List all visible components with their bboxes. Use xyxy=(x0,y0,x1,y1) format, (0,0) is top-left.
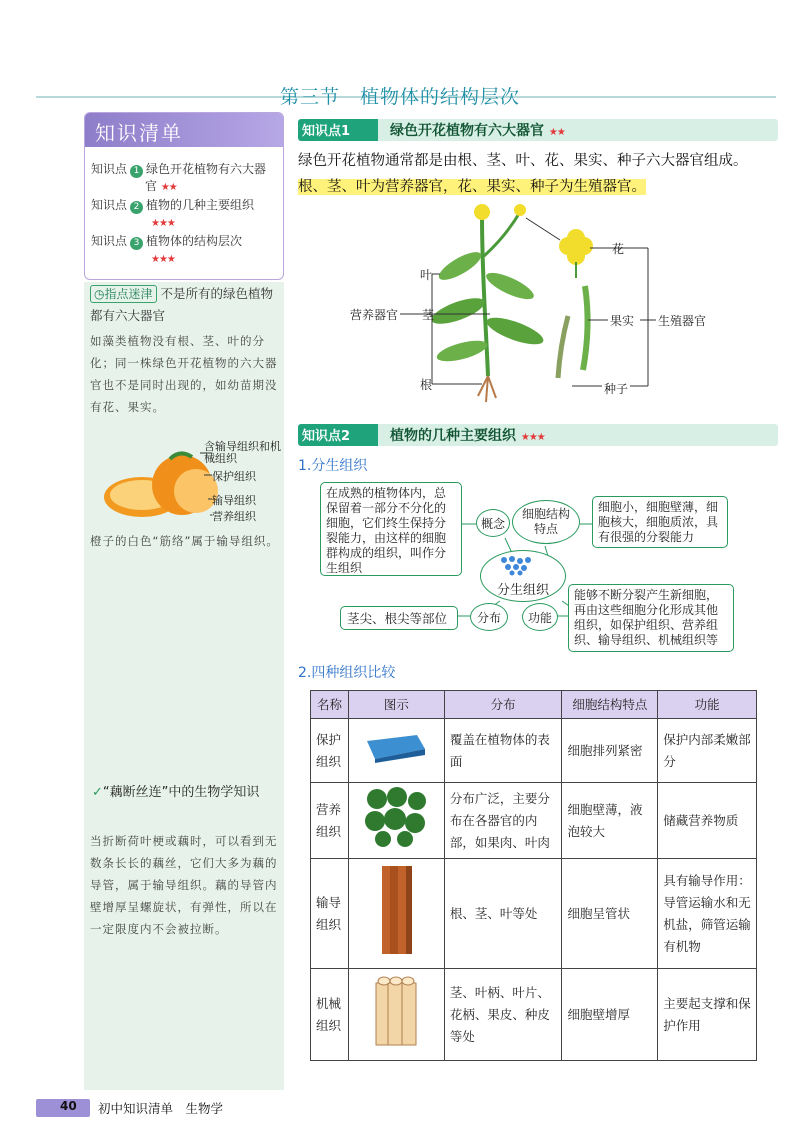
subsection-meristem: 1.分生组织 xyxy=(298,458,368,474)
table-row xyxy=(311,719,757,783)
nutrient-tissue-image xyxy=(363,787,429,847)
column-header: 分布 xyxy=(444,691,562,719)
orange-label-vessel: 含输导组织和机械组织 xyxy=(204,440,281,465)
plant-root xyxy=(478,376,496,402)
plant-flower xyxy=(474,204,490,220)
check-icon: ✓ xyxy=(92,785,103,800)
item-text: 植物体的结构层次 xyxy=(146,234,243,248)
flower-detail xyxy=(559,229,593,278)
plant-leaf xyxy=(435,337,489,366)
tissue-function: 主要起支撑和保护作用 xyxy=(658,969,757,1061)
kp1-title-text: 绿色开花植物有六大器官 xyxy=(390,123,544,139)
label-root: 根 xyxy=(420,378,433,392)
star-rating: ★★★ xyxy=(151,254,175,265)
tissue-distribution: 茎、叶柄、叶片、花柄、果皮、种皮等处 xyxy=(444,969,562,1061)
feature-node: 细胞结构特点 xyxy=(512,500,580,544)
kp2-title xyxy=(390,425,545,445)
kp1-header xyxy=(298,119,778,141)
plant-stem xyxy=(482,216,488,376)
orange-label-protect: 保护组织 xyxy=(212,470,256,483)
item-text: 绿色开花植物有六大器 xyxy=(146,162,267,176)
item-text-cont: 官 xyxy=(145,179,158,193)
meristem-cells-icon xyxy=(498,554,538,576)
plant-flower xyxy=(514,204,526,216)
tip-tag xyxy=(90,285,157,303)
tissue-cell-features: 细胞呈管状 xyxy=(562,859,658,969)
table-row xyxy=(311,969,757,1061)
subsection-comparison: 2.四种组织比较 xyxy=(298,665,396,681)
tissue-name: 保护组织 xyxy=(311,719,349,783)
book-title: 初中知识清单 生物学 xyxy=(98,1101,224,1116)
distribution-node: 分布 xyxy=(470,603,508,631)
orange-label-conduct: 输导组织 xyxy=(212,494,256,507)
open-pod xyxy=(558,316,568,378)
star-rating: ★★ xyxy=(548,127,565,138)
plant-leaf xyxy=(429,293,488,329)
plant-branch xyxy=(484,212,520,256)
tip-tag-label: 指点迷津 xyxy=(104,287,153,301)
tissue-cell-features: 细胞壁薄，液泡较大 xyxy=(562,783,658,859)
column-header: 图示 xyxy=(348,691,444,719)
tissue-distribution: 覆盖在植物体的表面 xyxy=(444,719,562,783)
distribution-box: 茎尖、根尖等部位 xyxy=(340,606,458,630)
star-rating: ★★★ xyxy=(520,432,545,443)
concept-node: 概念 xyxy=(476,509,510,537)
item-text: 植物的几种主要组织 xyxy=(146,198,255,212)
knowledge-list-box xyxy=(84,112,284,280)
page-title: 第三节 植物体的结构层次 xyxy=(279,86,520,108)
star-rating: ★★★ xyxy=(151,218,175,229)
tissue-image-cell xyxy=(348,719,444,783)
conducting-tissue-image xyxy=(376,862,416,958)
tip-body: 如藻类植物没有根、茎、叶的分化；同一株绿色开花植物的六大器官也不是同时出现的，如幼苗期没有花、果实。 xyxy=(90,334,278,414)
tissue-name: 机械组织 xyxy=(311,969,349,1061)
function-box: 能够不断分裂产生新细胞，再由这些细胞分化形成其他组织，如保护组织、营养组织、输导组织、机械组织等 xyxy=(568,584,734,652)
lotus-title-text: “藕断丝连”中的生物学知识 xyxy=(102,785,260,800)
plant-leaf xyxy=(435,247,485,285)
kp2-header xyxy=(298,424,778,446)
column-header: 名称 xyxy=(311,691,349,719)
item-number: 1 xyxy=(130,165,143,178)
kp2-tag: 知识点2 xyxy=(302,429,351,444)
feature-box: 细胞小，细胞壁薄，细胞核大，细胞质浓，具有很强的分裂能力 xyxy=(592,496,728,548)
leader-line xyxy=(526,218,560,240)
label-flower: 花 xyxy=(612,242,625,256)
label-reproductive-organs: 生殖器官 xyxy=(658,314,707,328)
lightbulb-icon: ◷ xyxy=(94,287,105,301)
kp1-line2-highlight: 根、茎、叶为营养器官，花、果实、种子为生殖器官。 xyxy=(298,179,646,195)
kp1-line1: 绿色开花植物通常都是由根、茎、叶、花、果实、种子六大器官组成。 xyxy=(298,153,748,169)
tip-lead xyxy=(90,283,280,327)
tissue-function: 具有输导作用：导管运输水和无机盐，筛管运输有机物 xyxy=(658,859,757,969)
label-seed: 种子 xyxy=(604,382,629,396)
label-fruit: 果实 xyxy=(610,314,635,328)
tip-lead-text: 不是所有的绿色植物都有六大器官 xyxy=(90,286,274,323)
lotus-title xyxy=(92,782,282,804)
center-label: 分生组织 xyxy=(496,583,549,598)
tissue-name: 输导组织 xyxy=(311,859,349,969)
knowledge-list-title: 知识清单 xyxy=(85,113,283,147)
page-number: 40 xyxy=(60,1099,77,1113)
lotus-body: 当折断荷叶梗或藕时，可以看到无数条长长的藕丝，它们大多为藕的导管，属于输导组织。藕的导管内壁增厚呈螺旋状，有弹性，所以在一定限度内不会被拉断。 xyxy=(90,834,278,936)
item-prefix: 知识点 xyxy=(91,162,128,176)
table-row xyxy=(311,859,757,969)
tissue-cell-features: 细胞壁增厚 xyxy=(562,969,658,1061)
label-leaf: 叶 xyxy=(420,268,433,282)
orange-label-nutrient: 营养组织 xyxy=(212,510,256,523)
tissue-image-cell xyxy=(348,969,444,1061)
label-vegetative-organs: 营养器官 xyxy=(350,308,399,322)
tissue-image-cell xyxy=(348,859,444,969)
tissue-image-cell xyxy=(348,783,444,859)
knowledge-list-item[interactable] xyxy=(91,197,281,232)
tissue-comparison-table xyxy=(310,690,757,1061)
kp1-tag: 知识点1 xyxy=(302,124,351,139)
mechanical-tissue-image xyxy=(372,973,420,1049)
table-header-row xyxy=(311,691,757,719)
item-number: 3 xyxy=(130,237,143,250)
kp1-title xyxy=(390,120,565,140)
tissue-distribution: 根、茎、叶等处 xyxy=(444,859,562,969)
item-prefix: 知识点 xyxy=(91,198,128,212)
column-header: 功能 xyxy=(658,691,757,719)
star-rating: ★★ xyxy=(160,182,177,193)
tissue-function: 保护内部柔嫩部分 xyxy=(658,719,757,783)
knowledge-list-item[interactable] xyxy=(91,233,281,268)
plant-diagram xyxy=(350,196,770,412)
concept-box: 在成熟的植物体内，总保留着一部分不分化的细胞，它们终生保持分裂能力，由这样的细胞群构成的组织，叫作分生组织 xyxy=(320,482,462,576)
tissue-name: 营养组织 xyxy=(311,783,349,859)
label-stem: 茎 xyxy=(422,308,435,322)
kp2-title-text: 植物的几种主要组织 xyxy=(390,428,516,444)
plant-leaf xyxy=(484,312,547,349)
column-header: 细胞结构特点 xyxy=(562,691,658,719)
knowledge-list-item[interactable] xyxy=(91,161,281,196)
item-number: 2 xyxy=(130,201,143,214)
plant-leaf xyxy=(483,268,537,304)
item-prefix: 知识点 xyxy=(91,234,128,248)
tissue-function: 储藏营养物质 xyxy=(658,783,757,859)
kp1-body xyxy=(298,148,778,200)
tissue-cell-features: 细胞排列紧密 xyxy=(562,719,658,783)
orange-caption: 橙子的白色“筋络”属于输导组织。 xyxy=(90,534,279,548)
fruit-pod xyxy=(583,286,588,370)
table-row xyxy=(311,783,757,859)
function-node: 功能 xyxy=(522,603,558,631)
protective-tissue-image xyxy=(363,731,429,763)
tissue-distribution: 分布广泛，主要分布在各器官的内部，如果肉、叶肉 xyxy=(444,783,562,859)
